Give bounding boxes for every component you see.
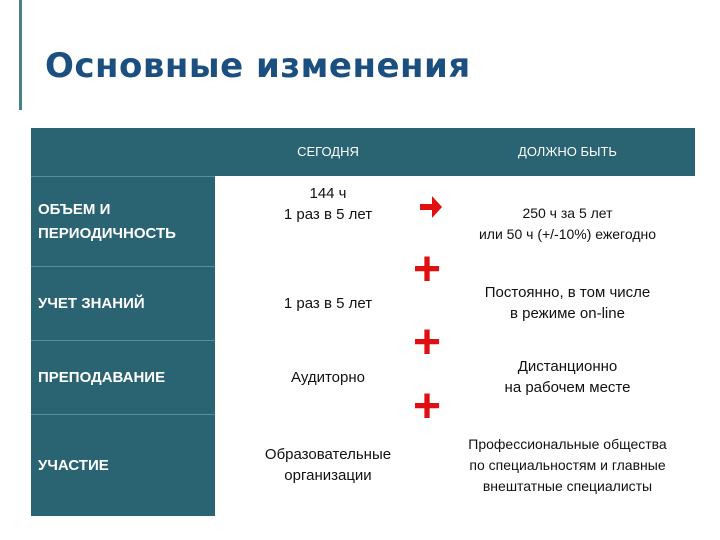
row-label: ОБЪЕМ И ПЕРИОДИЧНОСТЬ [31,176,215,266]
row-label: ПРЕПОДАВАНИЕ [31,340,215,414]
cell-today: 1 раз в 5 лет [283,294,373,312]
cell-should: Дистанционно на рабочем месте [504,358,631,396]
plus-icon: + [413,380,442,433]
cell-should: Профессиональные общества по специальностям и главные внештатные специалисты [468,435,667,494]
table-header [31,128,695,176]
cell-today: Образовательные организации [264,446,392,484]
cell-should: Постоянно, в том числе в режиме on-line [484,284,651,322]
plus-icon: + [413,316,442,369]
header-should: ДОЛЖНО БЫТЬ [518,144,617,159]
cell-should: 250 ч за 5 лет или 50 ч (+/-10%) ежегодно [478,205,657,242]
accent-line [19,0,22,110]
plus-icon: + [413,243,442,296]
header-today: СЕГОДНЯ [297,144,359,159]
cell-today: 144 ч 1 раз в 5 лет [283,185,373,223]
page-title: Основные изменения [45,46,471,86]
arrow-right-icon [418,193,444,221]
row-label: УЧАСТИЕ [31,414,215,516]
row-label: УЧЕТ ЗНАНИЙ [31,266,215,340]
cell-today: Аудиторно [291,368,365,386]
